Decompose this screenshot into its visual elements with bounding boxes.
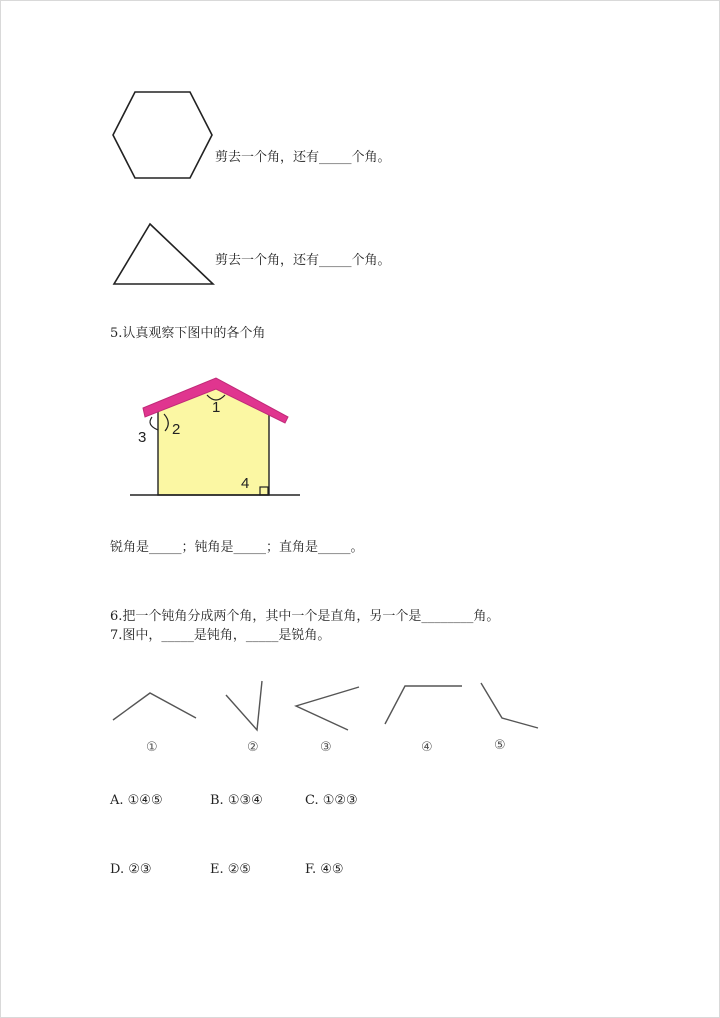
angle-label-4: 4 [241, 475, 250, 492]
triangle-question-text: 剪去一个角，还有_____个角。 [215, 253, 391, 268]
question-7-text: 7.图中，_____是钝角，_____是锐角。 [110, 628, 331, 643]
question-5-answer-line: 锐角是_____；钝角是_____；直角是_____。 [110, 540, 364, 555]
question-6-text: 6.把一个钝角分成两个角，其中一个是直角，另一个是________角。 [110, 609, 500, 624]
angle-label-1: 1 [212, 399, 221, 416]
angle-label-2: 2 [172, 421, 181, 438]
angle-label-3: 3 [138, 429, 147, 446]
option-c[interactable]: C. ①②③ [305, 793, 358, 808]
option-d[interactable]: D. ②③ [110, 862, 152, 877]
angle-figure-1 [113, 693, 196, 720]
angle-figure-4 [385, 686, 462, 724]
question-5-title: 5.认真观察下图中的各个角 [110, 326, 266, 341]
angle-figure-5 [481, 683, 538, 728]
figure-label-1: ① [146, 740, 158, 755]
option-b[interactable]: B. ①③④ [210, 793, 263, 808]
hexagon-question-text: 剪去一个角，还有_____个角。 [215, 150, 391, 165]
figure-label-5: ⑤ [494, 738, 506, 753]
option-a[interactable]: A. ①④⑤ [110, 793, 163, 808]
angle-figure-3 [296, 687, 359, 730]
figure-label-2: ② [247, 740, 259, 755]
option-f[interactable]: F. ④⑤ [305, 862, 344, 877]
angle-figure-2 [226, 681, 262, 730]
figure-label-4: ④ [421, 740, 433, 755]
option-e[interactable]: E. ②⑤ [210, 862, 252, 877]
figure-label-3: ③ [320, 740, 332, 755]
